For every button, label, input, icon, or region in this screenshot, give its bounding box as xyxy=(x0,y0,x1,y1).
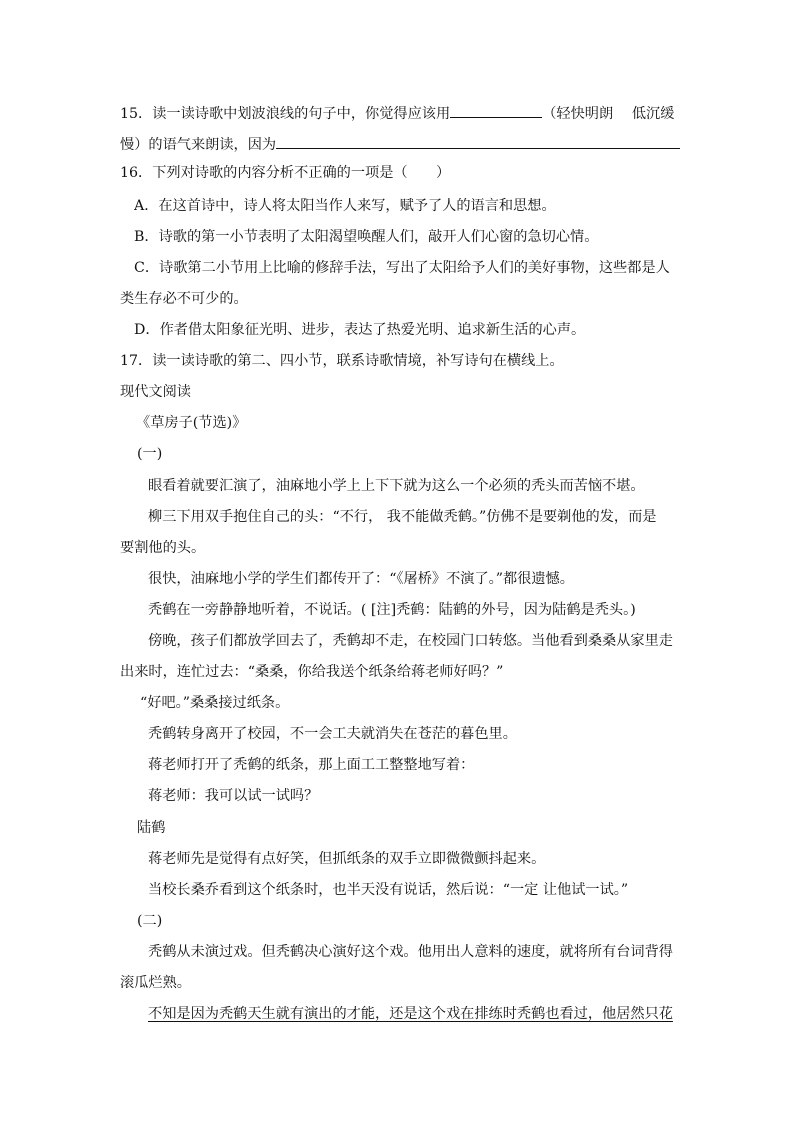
q16-option-c-line1: C．诗歌第二小节用上比喻的修辞手法，写出了太阳给予人们的美好事物，这些都是人 xyxy=(134,260,670,276)
passage-paragraph-13-line1: 秃鹤从未演过戏。但秃鹤决心演好这个戏。他用出人意料的速度，就将所有台词背得 xyxy=(148,944,673,960)
q15-text-a: 15．读一读诗歌中划波浪线的句子中，你觉得应该用 xyxy=(120,106,451,122)
passage-paragraph-3: 很快，油麻地小学的学生们都传开了：“《屠桥》不演了。”都很遗憾。 xyxy=(148,571,574,587)
passage-title: 《草房子(节选)》 xyxy=(136,415,247,431)
q16-option-d: D．作者借太阳象征光明、进步，表达了热爱光明、追求新生活的心声。 xyxy=(134,322,586,338)
q15-text-b: （轻快明朗 低沉缓 xyxy=(542,106,675,122)
q17-stem: 17．读一读诗歌的第二、四小节，联系诗歌情境，补写诗句在横线上。 xyxy=(120,353,564,369)
part2-label: (二) xyxy=(137,913,163,929)
passage-signature: 陆鹤 xyxy=(137,820,166,836)
passage-paragraph-4: 秃鹤在一旁静静地听着，不说话。( [注]秃鹤：陆鹤的外号，因为陆鹤是秃头。) xyxy=(148,602,636,618)
passage-paragraph-12: 当校长桑乔看到这个纸条时，也半天没有说话，然后说：“一定 让他试一试。” xyxy=(148,882,629,898)
q16-option-a: A．在这首诗中，诗人将太阳当作人来写，赋予了人的语言和思想。 xyxy=(134,198,556,214)
passage-paragraph-8: 蒋老师打开了秃鹤的纸条，那上面工工整整地写着： xyxy=(148,757,475,773)
passage-paragraph-14-underlined: 不知是因为秃鹤天生就有演出的才能，还是这个戏在排练时秃鹤也看过，他居然只花 xyxy=(148,1006,673,1022)
q16-option-c-line2: 类生存必不可少的。 xyxy=(120,291,248,307)
passage-paragraph-6: “好吧。”桑桑接过纸条。 xyxy=(140,695,290,711)
q15-answer-blank-2[interactable] xyxy=(276,132,680,149)
passage-paragraph-5-line2: 出来时，连忙过去：“桑桑，你给我送个纸条给蒋老师好吗？” xyxy=(120,664,504,680)
q15-answer-blank-1[interactable] xyxy=(450,101,542,118)
q15-text-c: 慢）的语气来朗读，因为 xyxy=(120,137,277,153)
passage-paragraph-9: 蒋老师：我可以试一试吗？ xyxy=(148,788,319,804)
passage-paragraph-2-line2: 要割他的头。 xyxy=(120,540,206,556)
passage-paragraph-5-line1: 傍晚，孩子们都放学回去了，秃鹤却不走，在校园门口转悠。当他看到桑桑从家里走 xyxy=(148,633,673,649)
passage-paragraph-2-line1: 柳三下用双手抱住自己的头：“不行， 我不能做秃鹤。”仿佛不是要剃他的发，而是 xyxy=(148,509,657,525)
q16-stem: 16．下列对诗歌的内容分析不正确的一项是（ ） xyxy=(120,165,451,181)
q16-option-b: B．诗歌的第一小节表明了太阳渴望唤醒人们，敲开人们心窗的急切心情。 xyxy=(134,229,599,245)
section-heading: 现代文阅读 xyxy=(120,384,191,400)
passage-paragraph-11: 蒋老师先是觉得有点好笑，但抓纸条的双手立即微微颤抖起来。 xyxy=(148,851,546,867)
passage-paragraph-1: 眼看着就要汇演了，油麻地小学上上下下就为这么一个必须的秃头而苦恼不堪。 xyxy=(148,478,645,494)
q15-line2 xyxy=(120,132,680,156)
q15-line1 xyxy=(120,101,680,125)
passage-paragraph-7: 秃鹤转身离开了校园，不一会工夫就消失在苍茫的暮色里。 xyxy=(148,726,517,742)
passage-paragraph-13-line2: 滚瓜烂熟。 xyxy=(120,975,191,991)
part1-label: (一) xyxy=(137,446,163,462)
